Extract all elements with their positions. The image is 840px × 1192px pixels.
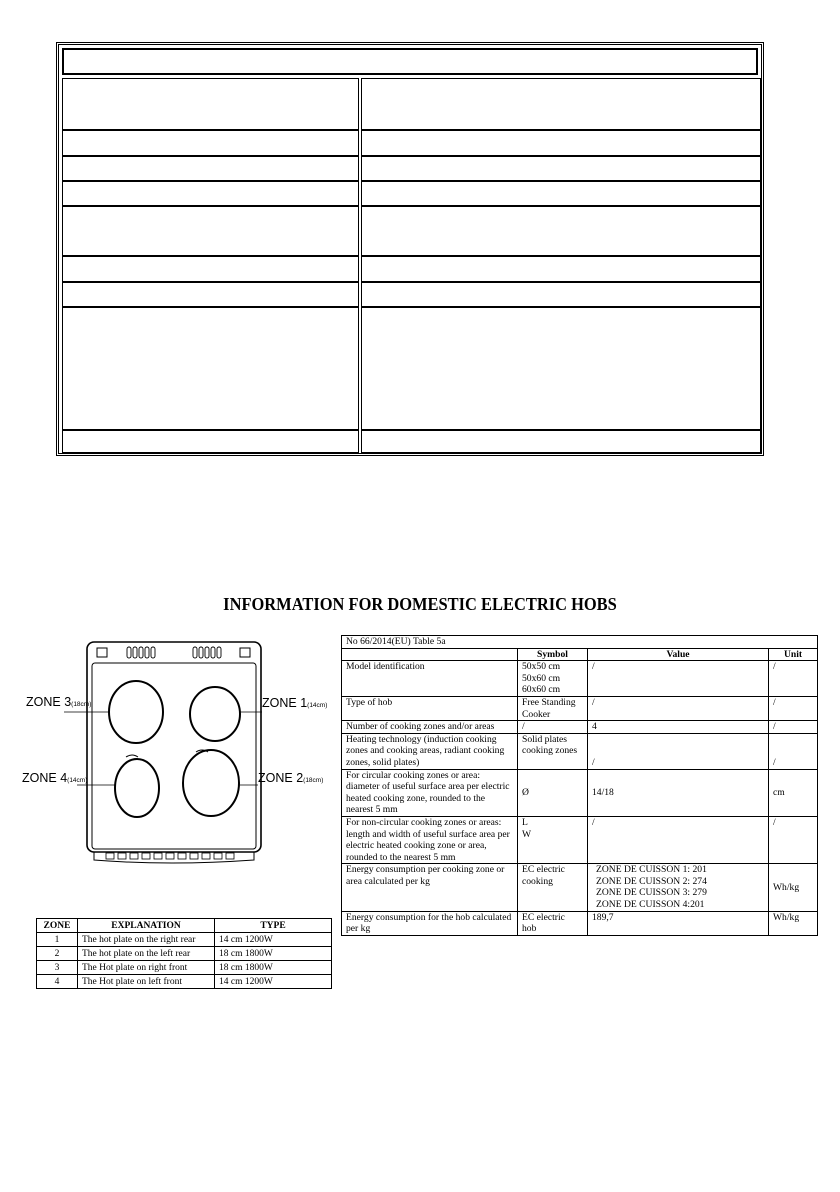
zone-number: 3 bbox=[37, 961, 78, 975]
table-row bbox=[37, 961, 332, 975]
column-header: Symbol bbox=[518, 648, 588, 661]
zone-4-plate bbox=[115, 759, 159, 817]
column-header: EXPLANATION bbox=[78, 919, 215, 933]
spec-label: For non-circular cooking zones or areas: length and width of useful surface area per electric heated cooking zone or area, rounded to the nearest 5 mm bbox=[342, 816, 518, 863]
table-row bbox=[342, 911, 818, 935]
spec-value: / bbox=[588, 696, 769, 720]
zone-number: 2 bbox=[37, 947, 78, 961]
spec-label: Heating technology (induction cooking zones and cooking areas, radiant cooking zones, solid plates) bbox=[342, 733, 518, 769]
zone-table-header bbox=[37, 919, 332, 933]
spec-label: Type of hob bbox=[342, 696, 518, 720]
empty-form-table bbox=[56, 42, 764, 456]
empty-cell bbox=[361, 282, 761, 307]
table-row bbox=[342, 769, 818, 816]
column-header: Value bbox=[588, 648, 769, 661]
table-row bbox=[37, 933, 332, 947]
empty-cell bbox=[62, 256, 359, 282]
spec-caption-row bbox=[342, 636, 818, 649]
spec-unit: / bbox=[769, 733, 818, 769]
spec-symbol: Solid plates cooking zones bbox=[518, 733, 588, 769]
spec-caption: No 66/2014(EU) Table 5a bbox=[342, 636, 818, 649]
zone-type: 14 cm 1200W bbox=[215, 975, 332, 989]
zone-4-label: ZONE 4(14cm) bbox=[22, 771, 88, 785]
hob-diagram bbox=[0, 630, 340, 870]
table-row bbox=[37, 947, 332, 961]
zone-explanation: The Hot plate on left front bbox=[78, 975, 215, 989]
empty-cell bbox=[361, 156, 761, 181]
empty-cell bbox=[361, 430, 761, 453]
zone-explanation: The hot plate on the right rear bbox=[78, 933, 215, 947]
spec-unit: / bbox=[769, 696, 818, 720]
zone-2-plate bbox=[183, 750, 239, 816]
spec-value: ZONE DE CUISSON 1: 201 ZONE DE CUISSON 2: 274 ZONE DE CUISSON 3: 279 ZONE DE CUISSON 4:201 bbox=[588, 864, 769, 911]
spec-symbol: EC electric hob bbox=[518, 911, 588, 935]
column-header: ZONE bbox=[37, 919, 78, 933]
empty-cell bbox=[62, 206, 359, 256]
spec-unit: / bbox=[769, 816, 818, 863]
cooker-top-drawing bbox=[0, 630, 340, 870]
empty-cell bbox=[361, 307, 761, 430]
spec-unit: / bbox=[769, 721, 818, 734]
spec-symbol: Free Standing Cooker bbox=[518, 696, 588, 720]
empty-cell bbox=[62, 78, 359, 130]
empty-cell bbox=[361, 256, 761, 282]
spec-unit: Wh/kg bbox=[769, 864, 818, 911]
column-header: Unit bbox=[769, 648, 818, 661]
spec-value: 189,7 bbox=[588, 911, 769, 935]
spec-symbol: / bbox=[518, 721, 588, 734]
spec-label: For circular cooking zones or area: diameter of useful surface area per electric heated cooking zone, rounded to the nearest 5 mm bbox=[342, 769, 518, 816]
table-row bbox=[342, 733, 818, 769]
empty-cell bbox=[62, 156, 359, 181]
spec-symbol: EC electric cooking bbox=[518, 864, 588, 911]
zone-1-label: ZONE 1(14cm) bbox=[262, 696, 328, 710]
spec-value: 14/18 bbox=[588, 769, 769, 816]
spec-value: / bbox=[588, 733, 769, 769]
spec-label: Energy consumption per cooking zone or area calculated per kg bbox=[342, 864, 518, 911]
table-row bbox=[342, 721, 818, 734]
spec-value: 4 bbox=[588, 721, 769, 734]
spec-symbol: Ø bbox=[518, 769, 588, 816]
empty-cell bbox=[62, 430, 359, 453]
table-row bbox=[342, 864, 818, 911]
spec-header-row bbox=[342, 648, 818, 661]
zone-3-label: ZONE 3(18cm) bbox=[26, 695, 92, 709]
empty-header-row bbox=[62, 48, 758, 75]
empty-cell bbox=[361, 130, 761, 156]
table-row bbox=[342, 696, 818, 720]
spec-unit: Wh/kg bbox=[769, 911, 818, 935]
spec-value: / bbox=[588, 661, 769, 697]
zone-number: 1 bbox=[37, 933, 78, 947]
zone-explanation: The Hot plate on right front bbox=[78, 961, 215, 975]
zone-type: 18 cm 1800W bbox=[215, 947, 332, 961]
spec-unit: cm bbox=[769, 769, 818, 816]
spec-unit: / bbox=[769, 661, 818, 697]
empty-cell bbox=[361, 181, 761, 206]
column-header bbox=[342, 648, 518, 661]
zone-number: 4 bbox=[37, 975, 78, 989]
table-row bbox=[342, 661, 818, 697]
section-title: INFORMATION FOR DOMESTIC ELECTRIC HOBS bbox=[223, 594, 617, 614]
empty-cell bbox=[361, 78, 761, 130]
zone-type: 14 cm 1200W bbox=[215, 933, 332, 947]
spec-symbol: L W bbox=[518, 816, 588, 863]
zone-2-label: ZONE 2(18cm) bbox=[258, 771, 324, 785]
spec-table bbox=[341, 635, 818, 936]
empty-cell bbox=[62, 181, 359, 206]
empty-cell bbox=[62, 130, 359, 156]
spec-symbol: 50x50 cm 50x60 cm 60x60 cm bbox=[518, 661, 588, 697]
zone-explanation: The hot plate on the left rear bbox=[78, 947, 215, 961]
table-row bbox=[37, 975, 332, 989]
spec-label: Model identification bbox=[342, 661, 518, 697]
empty-cell bbox=[361, 206, 761, 256]
zone-1-plate bbox=[190, 687, 240, 741]
empty-cell bbox=[62, 307, 359, 430]
zone-table bbox=[36, 918, 332, 989]
column-header: TYPE bbox=[215, 919, 332, 933]
table-row bbox=[342, 816, 818, 863]
zone-3-plate bbox=[109, 681, 163, 743]
empty-cell bbox=[62, 282, 359, 307]
spec-label: Number of cooking zones and/or areas bbox=[342, 721, 518, 734]
zone-type: 18 cm 1800W bbox=[215, 961, 332, 975]
spec-value: / bbox=[588, 816, 769, 863]
spec-label: Energy consumption for the hob calculated per kg bbox=[342, 911, 518, 935]
